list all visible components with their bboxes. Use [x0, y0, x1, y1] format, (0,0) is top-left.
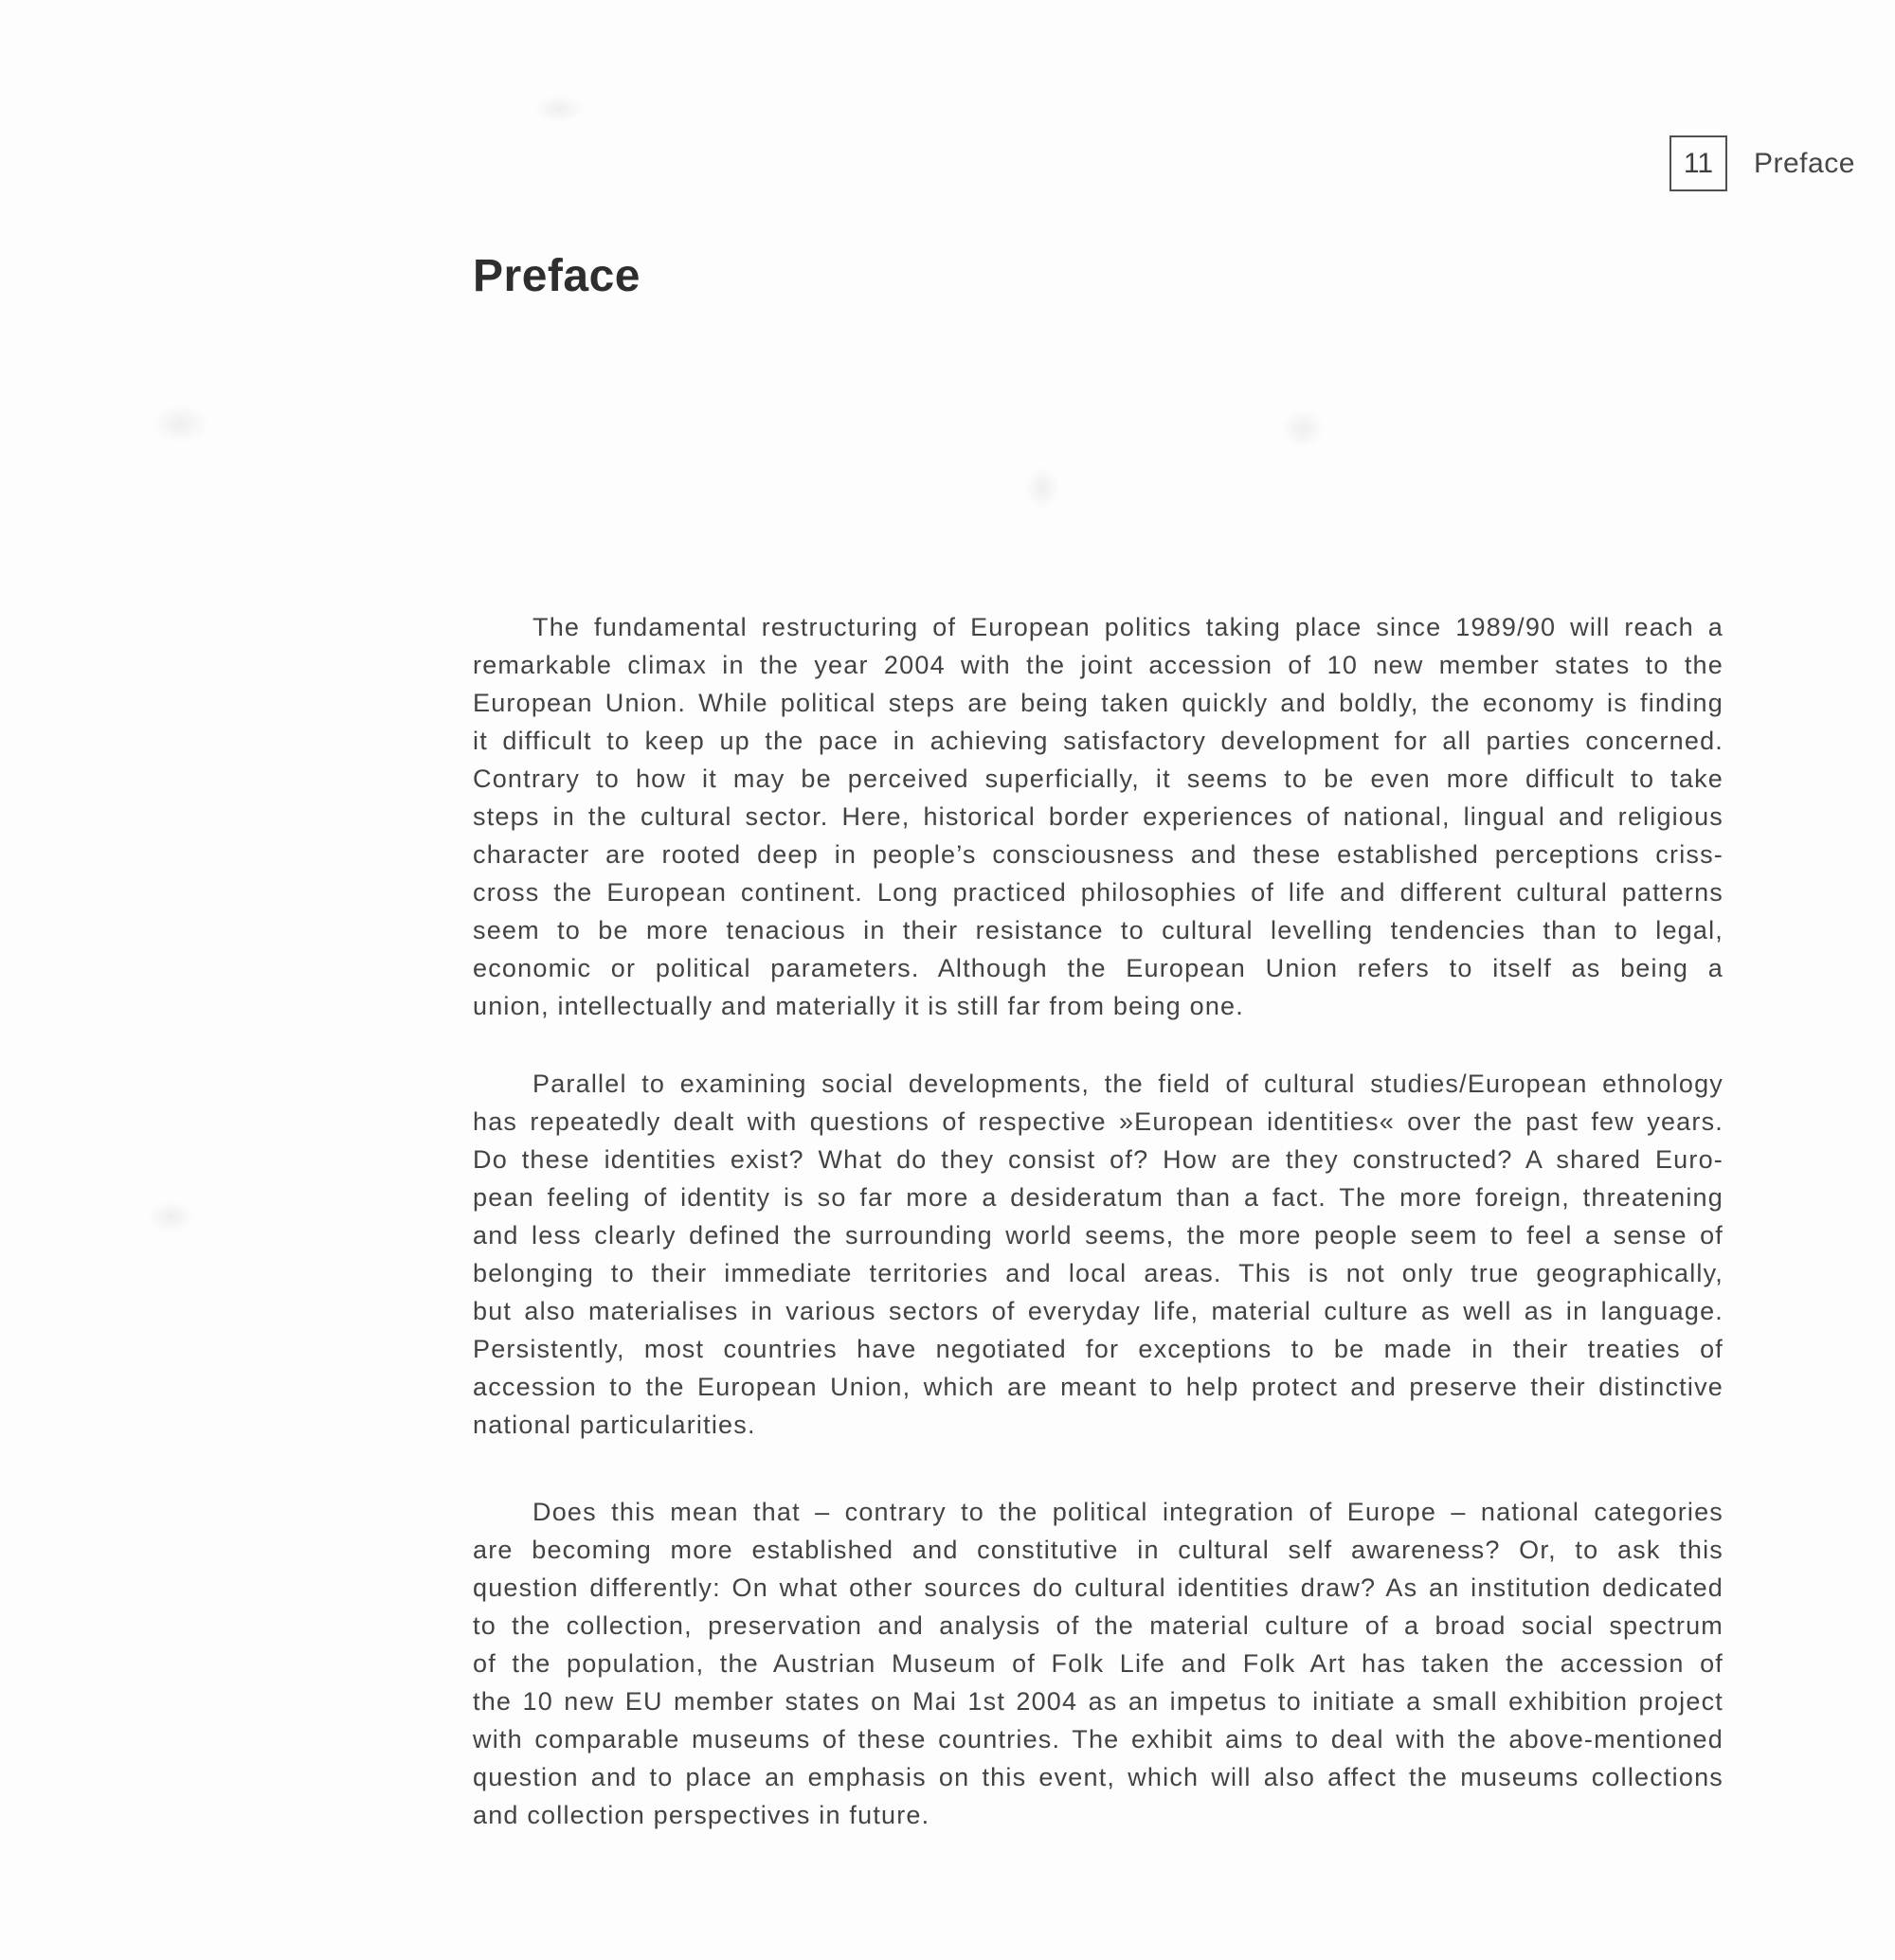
text-line: economic or political parameters. Although the European Union refers to itself as being a	[473, 954, 1724, 982]
text-line: belonging to their immediate territories and local areas. This is not only true geographically,	[473, 1259, 1724, 1287]
page-number: 11	[1683, 147, 1714, 179]
scan-smudge	[140, 1196, 202, 1238]
text-line: are becoming more established and constitutive in cultural self awareness? Or, to ask this	[473, 1536, 1724, 1564]
text-line: question differently: On what other sources do cultural identities draw? As an institution dedicated	[473, 1573, 1724, 1602]
text-line: Does this mean that – contrary to the political integration of Europe – national categories	[532, 1498, 1724, 1526]
text-line: Persistently, most countries have negotiated for exceptions to be made in their treaties of	[473, 1335, 1724, 1363]
text-line: pean feeling of identity is so far more a desideratum than a fact. The more foreign, threatening	[473, 1183, 1724, 1212]
running-head	[1669, 135, 1855, 191]
text-line: Parallel to examining social developments, the field of cultural studies/European ethnology	[532, 1070, 1724, 1098]
page-number-box	[1669, 135, 1727, 191]
text-line: steps in the cultural sector. Here, historical border experiences of national, lingual and religious	[473, 802, 1724, 831]
text-line: it difficult to keep up the pace in achieving satisfactory development for all parties concerned.	[473, 727, 1724, 755]
scan-smudge	[526, 90, 592, 128]
text-line: question and to place an emphasis on this event, which will also affect the museums collections	[473, 1763, 1724, 1791]
text-line: national particularities.	[473, 1411, 756, 1439]
text-line: Do these identities exist? What do they consist of? How are they constructed? A shared Euro-	[473, 1145, 1724, 1174]
text-line: Contrary to how it may be perceived superficially, it seems to be even more difficult to take	[473, 764, 1724, 793]
running-head-label: Preface	[1754, 147, 1855, 179]
text-line: and collection perspectives in future.	[473, 1801, 930, 1829]
text-line: has repeatedly dealt with questions of respective »European identities« over the past few years.	[473, 1107, 1724, 1136]
paragraph	[473, 1493, 1724, 1834]
scan-smudge	[1274, 403, 1331, 455]
paragraph	[473, 1065, 1724, 1444]
text-line: remarkable climax in the year 2004 with the joint accession of 10 new member states to the	[473, 651, 1724, 679]
text-line: but also materialises in various sectors of everyday life, material culture as well as in language.	[473, 1297, 1724, 1325]
text-line: to the collection, preservation and analysis of the material culture of a broad social spectrum	[473, 1611, 1724, 1640]
scan-smudge	[1019, 459, 1066, 516]
page-title: Preface	[473, 251, 641, 301]
text-line: cross the European continent. Long practiced philosophies of life and different cultural patterns	[473, 878, 1724, 907]
text-line: and less clearly defined the surrounding world seems, the more people seem to feel a sense of	[473, 1221, 1724, 1250]
text-line: The fundamental restructuring of European politics taking place since 1989/90 will reach a	[532, 613, 1724, 641]
text-line: the 10 new EU member states on Mai 1st 2004 as an impetus to initiate a small exhibition project	[473, 1687, 1724, 1716]
scan-smudge	[142, 398, 218, 450]
text-line: accession to the European Union, which are meant to help protect and preserve their distinctive	[473, 1373, 1724, 1401]
text-line: of the population, the Austrian Museum of Folk Life and Folk Art has taken the accession of	[473, 1649, 1724, 1678]
text-line: union, intellectually and materially it is still far from being one.	[473, 992, 1244, 1020]
text-line: seem to be more tenacious in their resistance to cultural levelling tendencies than to legal,	[473, 916, 1724, 944]
text-line: European Union. While political steps are being taken quickly and boldly, the economy is finding	[473, 689, 1724, 717]
text-line: with comparable museums of these countries. The exhibit aims to deal with the above-mentioned	[473, 1725, 1724, 1753]
body-text	[473, 608, 1724, 1834]
text-line: character are rooted deep in people’s consciousness and these established perceptions criss-	[473, 840, 1724, 869]
paragraph	[473, 608, 1724, 1025]
